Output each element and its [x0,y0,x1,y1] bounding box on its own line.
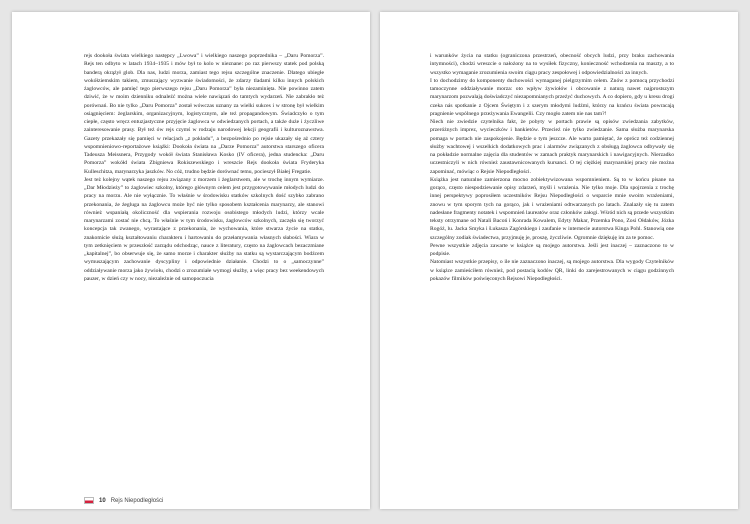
paragraph: i warunków życia na statku (ograniczona przestrzeń, obecność obcych ludzi, przy braku zachowania intymności), chodzi wreszcie o nałożony na to wysiłek fizyczny, konieczność wchodzenia na maszty, a to wszystko wymaganie zrozumienia swoim ciągu pracy zespołowej i odpowiedzialności za innych. [430,53,674,76]
right-text-column [430,52,674,283]
page-footer [84,497,163,504]
page-number: 10 [99,497,106,504]
left-text-column [84,52,324,283]
paragraph: Książka jest naturalne zamierzona mocno zobiektywizowana wspomnieniem. Są to w końcu pisane na gorąco, często niespodziewanie opisy zdarzeń, myśli i wrażenia. Nie tylko moje. Dla spojrzenia z trochę innej perspektywy poprosiłem uczestników Rejsu Niepodległości o wsparcie mnie swoim wrażeniami, znowu w tym sporym tych na gorąco, jak i wrażeniami odtwarzanych po latach. Znalazły się tu zatem nadesłane fragmenty notatek i wspomnień laureatów oraz członków załogi. Wśród nich są przede wszystkim teksty otrzymane od Natali Bacoń i Konrada Kowalem, Edyty Makar, Przemka Pono, Zosi Ołdaków, Józka Rogóż, lu. Jacka Smyka i Łukasza Zagórskiego i zaufanie w internecie autorstwa Kinga Pohl. Stanowią one szczególny zodiak świadectwa, przyjmuję je, proszę, życzliwie. Ogromnie dziękuję im za te pomoc. [430,176,674,241]
paragraph: Natomiast wszystkie przepisy, o ile nie zaznaczono inaczej, są mojego autorstwa. Dla wygody Czytelników w książce zamieściłem również, pod postacią kodów QR, linki do zarejestrowanych w ciągu godzinnych pokazów filmików poświęconych Rejsowi Niepodległości. [430,259,674,282]
paragraph: Niech nie zwiedzie czytelnika fakt, że pobyty w portach prawie są opisów zwiedzania zabytków, przeróżnych imprez, wycieczków i bankietów. Przecież nie tylko zwiedzanie. Sama służba marynarska pomaga w portach nie zaspokojenie. Będzie o tym jeszcze. Ale warto pamiętać, że oprócz też codziennej służby wachtowej i wszelkich dodatkowych prac i alarmów związanych z obsługą żaglowca odbywały się na pokładzie normalne zajęcia dla studentów w zamach praktyk marynarskich i nawigacyjnych. Nierzadko uczestniczyli w nich również zaustawnicowanych kursanci. O tej ciężkiej marynarskiej pracy nie można zapominać, mówiąc o Rejsie Niepodległości. [430,119,674,175]
left-page [12,12,370,509]
right-page [380,12,738,509]
paragraph: I to dochodzimy do komponenty duchowości wymaganej pielgrzymim celem. Znów z pomocą przychodzi tamoczynne oddziaływanie morza: oto wpływ żywiołów i obcowanie z naturą nawet najprostszym marynarzom pozwalają doświadczyć niezapomnianych przeżyć duchowych. A co dopiero, gdy u kresu drogi czeka nás spotkanie z Ojcem Świętym i z szerym młodymi ludźmi, którzy na krańcu świata powracają pragnienie wspólnego przeżywania Ewangelii. Czy mogło zatem nie nas tam?! [430,77,674,117]
paragraph: rejs dookoła świata wielkiego następcy „Lwowa” i wielkiego naszego poprzednika – „Daru Pomorza”. Rejs ten odbyto w latach 1934–1935 i mów był to kolo w nieznane: po raz pierwszy statek pod polską banderą okrążył glob. Dla nas, ludzi morza, zamiast tego rejsu szczególne znaczenie. Dlatego ubiegłe wokółziemskim takiem, zmuszający wyzwanie świadomości, że zdarzy tladami kilku innych polskich żaglowców, ale pamięć tego pierwszego rejsu „Daru Pomorza” była niezaminięta. Nie powinno zatem dziwić, że w moim dzienniku odnaleźć można wiele nawiązań do tamtych wydarzeń. Nie zabrakło też porównań. Bo nie tylko „Daru Pomorza” został wówczas uznany za wielki sukces i w stronę był wielkim osiągnięciem: żeglarskim, organizacyjnym, logistycznym, ale też propagandowym. Świadczyło o tym ciepłe, często wręcz entuzjastyczne przyjęcie żaglowca w odwiedzanych portach, a także duże i życzliwe zainteresowanie prasy. Był też ów rejs czymś w rodzaju narodowej lekcji geografii i kulturoznawstwa. Gazety przekazały się pamięci w relacjach „z pokładu”, a bezpośrednio po rejsie ukazały się aż cztery wspomnieniowo-reportażowe książki: Dookoła świata na „Darze Pomorza” autorstwa starszego oficera Tadeusza Meissnera, Przygody wokół świata Stanisława Kosko (IV oficera), jedna studencka: „Daru Pomorza” wokółd świata Zbigniewa Rokiszewskiego i wreszcie Rejs dookoła świata Fryderyka Kulleschitza, marynarzyka jaszków. No cóż, trudno będzie dorównać temu, pocieszył Białej Fregatie. [84,53,324,175]
paragraph: Jest też kolejny wątek naszego rejsu związany z morzem i żeglarstwem, ale w trochę innym wymiarze. „Dar Młodzieży” to żaglowiec szkolny, którego głównym celem jest przygotowywanie młodych ludzi do pracy na morzu. Ale nie wyłącznie. To właśnie w środowisku statków szkolnych dość szybko zabrano przekonania, że żegluga na żaglowcu może być nie tylko sposobem kształcenia marynarzy, ale stanowi również wspaniałą okoliczność dla wspierania rozwoju osobistego młodych ludzi, którzy wcale marynarzami zostać nie chcą. To właśnie w tym środowisku, żaglowców szkolnych, zaczęła się tworzyć koncepcja tak zwanego, wyrastające z przekonania, że wychowania, które stwarza życie na statku, znakomicie służą kształtowaniu charakteru i hartowaniu do przełamywania własnych słabości. Wiara w tym zetknięciem w przeszłość zarządu odchodząc, nauce z literatury, często na żaglowcach bezaczmiane „kapitalnej”, bo obserwuje się, że samo morze i charakter służby na statku są wystarczającym bodźcem wymuszającym zachowanie dyscypliny i odpowiednie działanie. Chodzi to o „samoczynne” oddziaływanie morza jako żywiołu, chodzi o zrozumiałe wymogi służby, a więc pracy bez weekendowych pauzer, w dzień czy w nocy, niezależnie od samopoczucia [84,176,324,282]
polish-flag-icon [84,497,94,504]
publication-name: Rejs Niepodległości [110,497,164,504]
paragraph: Pewne wszystkie zdjęcia zawarte w książce są mojego autorstwa. Jeśli jest inaczej – zaznaczono to w podpisie. [430,242,674,257]
